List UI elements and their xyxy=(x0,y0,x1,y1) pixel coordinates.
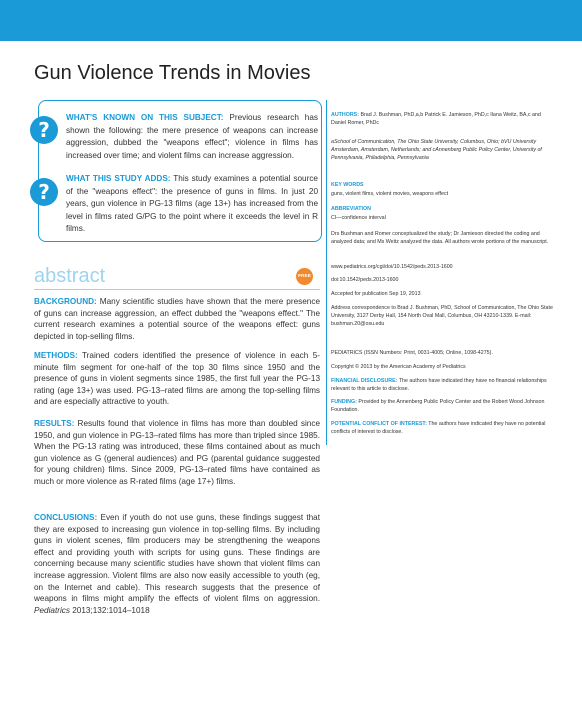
keywords-heading: KEY WORDS xyxy=(331,182,364,188)
abstract-heading: abstract xyxy=(34,265,106,287)
funding-heading: FUNDING: xyxy=(331,399,357,405)
authors-text: Brad J. Bushman, PhD,a,b Patrick E. Jamieson, PhD,c Ilana Weitz, BA,c and Daniel Romer, PhDc xyxy=(331,112,541,127)
study-adds-text: This study examines a potential source of the "weapons effect": the presence of guns in films. In just 20 years, gun violence in PG-13 films (age 13+) has increased from the level in films rated G/PG to the point where it exceeds the level in R films. xyxy=(66,174,318,234)
results-text: Results found that violence in films has more than doubled since 1950, and gun violence in PG-13–rated films has more than tripled since 1985. When the PG-13 rating was introduced, these films contained about as much gun violence as G (general audiences) and PG (parental guidance suggested for young children) films. Since 2009, PG-13–rated films have contained as much or more violence as R-rated films (age 17+) films. xyxy=(34,419,320,486)
methods-text: Trained coders identified the presence of violence in each 5-minute film segment for one-half of the top 30 films since 1950 and the presence of guns in violent segments since 1985, the first full year the PG-13 rating (age 13+) was used. PG-13–rated films are among the top-selling films and are especially attractive to youth. xyxy=(34,351,320,407)
conflict-of-interest-heading: POTENTIAL CONFLICT OF INTEREST: xyxy=(331,421,427,427)
journal-citation: 2013;132:1014–1018 xyxy=(72,605,150,615)
affiliations-text: aSchool of Communication, The Ohio State University, Columbus, Ohio; bVU University Amsterdam, Amsterdam, Netherlands; and cAnnenberg Public Policy Center, University of Pennsylvania, Philadelphia, Pennsylvania xyxy=(331,139,542,162)
correspondence-address: Address correspondence to Brad J. Bushman, PhD, School of Communication, The Ohio State University, 3127 Derby Hall, 154 North Oval Mall, Columbus, OH 43210-1339. E-mail: bushman.20@osu.edu xyxy=(331,305,553,328)
study-adds-paragraph xyxy=(66,173,318,236)
whats-known-paragraph xyxy=(66,112,318,162)
funding-text: Provided by the Annenberg Public Policy Center and the Robert Wood Johnson Foundation. xyxy=(331,399,545,414)
funding-block xyxy=(331,398,553,414)
conclusions-heading: CONCLUSIONS: xyxy=(34,513,98,522)
results-heading: RESULTS: xyxy=(34,419,75,428)
study-adds-heading: WHAT THIS STUDY ADDS: xyxy=(66,174,171,183)
free-badge: FREE xyxy=(296,268,313,285)
authors-block xyxy=(331,111,553,127)
abstract-divider xyxy=(34,289,320,290)
methods-paragraph xyxy=(34,350,320,408)
conclusions-text: Even if youth do not use guns, these findings suggest that they are exposed to increasing gun violence in top-selling films. By including guns in violent scenes, film producers may be strengthening the weapons effect and providing youth with scripts for using guns. These findings are concerning because many scientific studies have shown that violent films can increase aggression. Violent films are also now easily accessible to youth (eg, on the Internet and cable). This research suggests that the presence of weapons in films might amplify the effects of violent films on aggression. xyxy=(34,513,320,604)
keywords-text: guns, violent films, violent movies, weapons effect xyxy=(331,191,449,197)
financial-disclosure-block xyxy=(331,377,553,393)
background-paragraph xyxy=(34,296,320,342)
financial-disclosure-text: The authors have indicated they have no financial relationships relevant to this article to disclose. xyxy=(331,378,547,393)
conflict-of-interest-block xyxy=(331,420,553,436)
copyright-text: Copyright © 2013 by the American Academy of Pediatrics xyxy=(331,364,466,370)
background-text: Many scientific studies have shown that the mere presence of guns can increase aggression, an effect dubbed the "weapons effect." The current research examines a potential source of the weapons effect: guns depicted in top-selling films. xyxy=(34,297,320,341)
results-paragraph xyxy=(34,418,320,488)
financial-disclosure-heading: FINANCIAL DISCLOSURE: xyxy=(331,378,398,384)
authors-heading: AUTHORS: xyxy=(331,112,359,118)
conclusions-paragraph xyxy=(34,512,320,616)
doi-text: doi:10.1542/peds.2013-1600 xyxy=(331,277,399,283)
conflict-of-interest-text: The authors have indicated they have no potential conflicts of interest to disclose. xyxy=(331,421,546,436)
question-mark-icon: ? xyxy=(30,178,58,206)
whats-known-heading: WHAT'S KNOWN ON THIS SUBJECT: xyxy=(66,113,224,122)
whats-known-text: Previous research has shown the following: the mere presence of weapons can increase aggression, dubbed the "weapons effect"; violence in films has increased over time; and violent films can increase aggression. xyxy=(66,113,318,160)
issn-text: PEDIATRICS (ISSN Numbers: Print, 0031-4005; Online, 1098-4275). xyxy=(331,350,493,356)
article-url-link[interactable]: www.pediatrics.org/cgi/doi/10.1542/peds.2013-1600 xyxy=(331,264,453,270)
journal-name: Pediatrics xyxy=(34,605,70,615)
background-heading: BACKGROUND: xyxy=(34,297,97,306)
abbreviation-heading: ABBREVIATION xyxy=(331,206,371,212)
accepted-date: Accepted for publication Sep 19, 2013 xyxy=(331,291,421,297)
header-color-bar xyxy=(0,0,582,41)
question-mark-icon: ? xyxy=(30,116,58,144)
abbreviation-text: CI—confidence interval xyxy=(331,215,386,221)
article-title: Gun Violence Trends in Movies xyxy=(34,62,311,84)
methods-heading: METHODS: xyxy=(34,351,78,360)
right-column-rule xyxy=(326,100,327,445)
contributions-text: Drs Bushman and Romer conceptualized the study; Dr Jamieson directed the coding and analyzed data; and Ms Weitz analyzed the data. All authors wrote portions of the manuscript. xyxy=(331,231,549,246)
